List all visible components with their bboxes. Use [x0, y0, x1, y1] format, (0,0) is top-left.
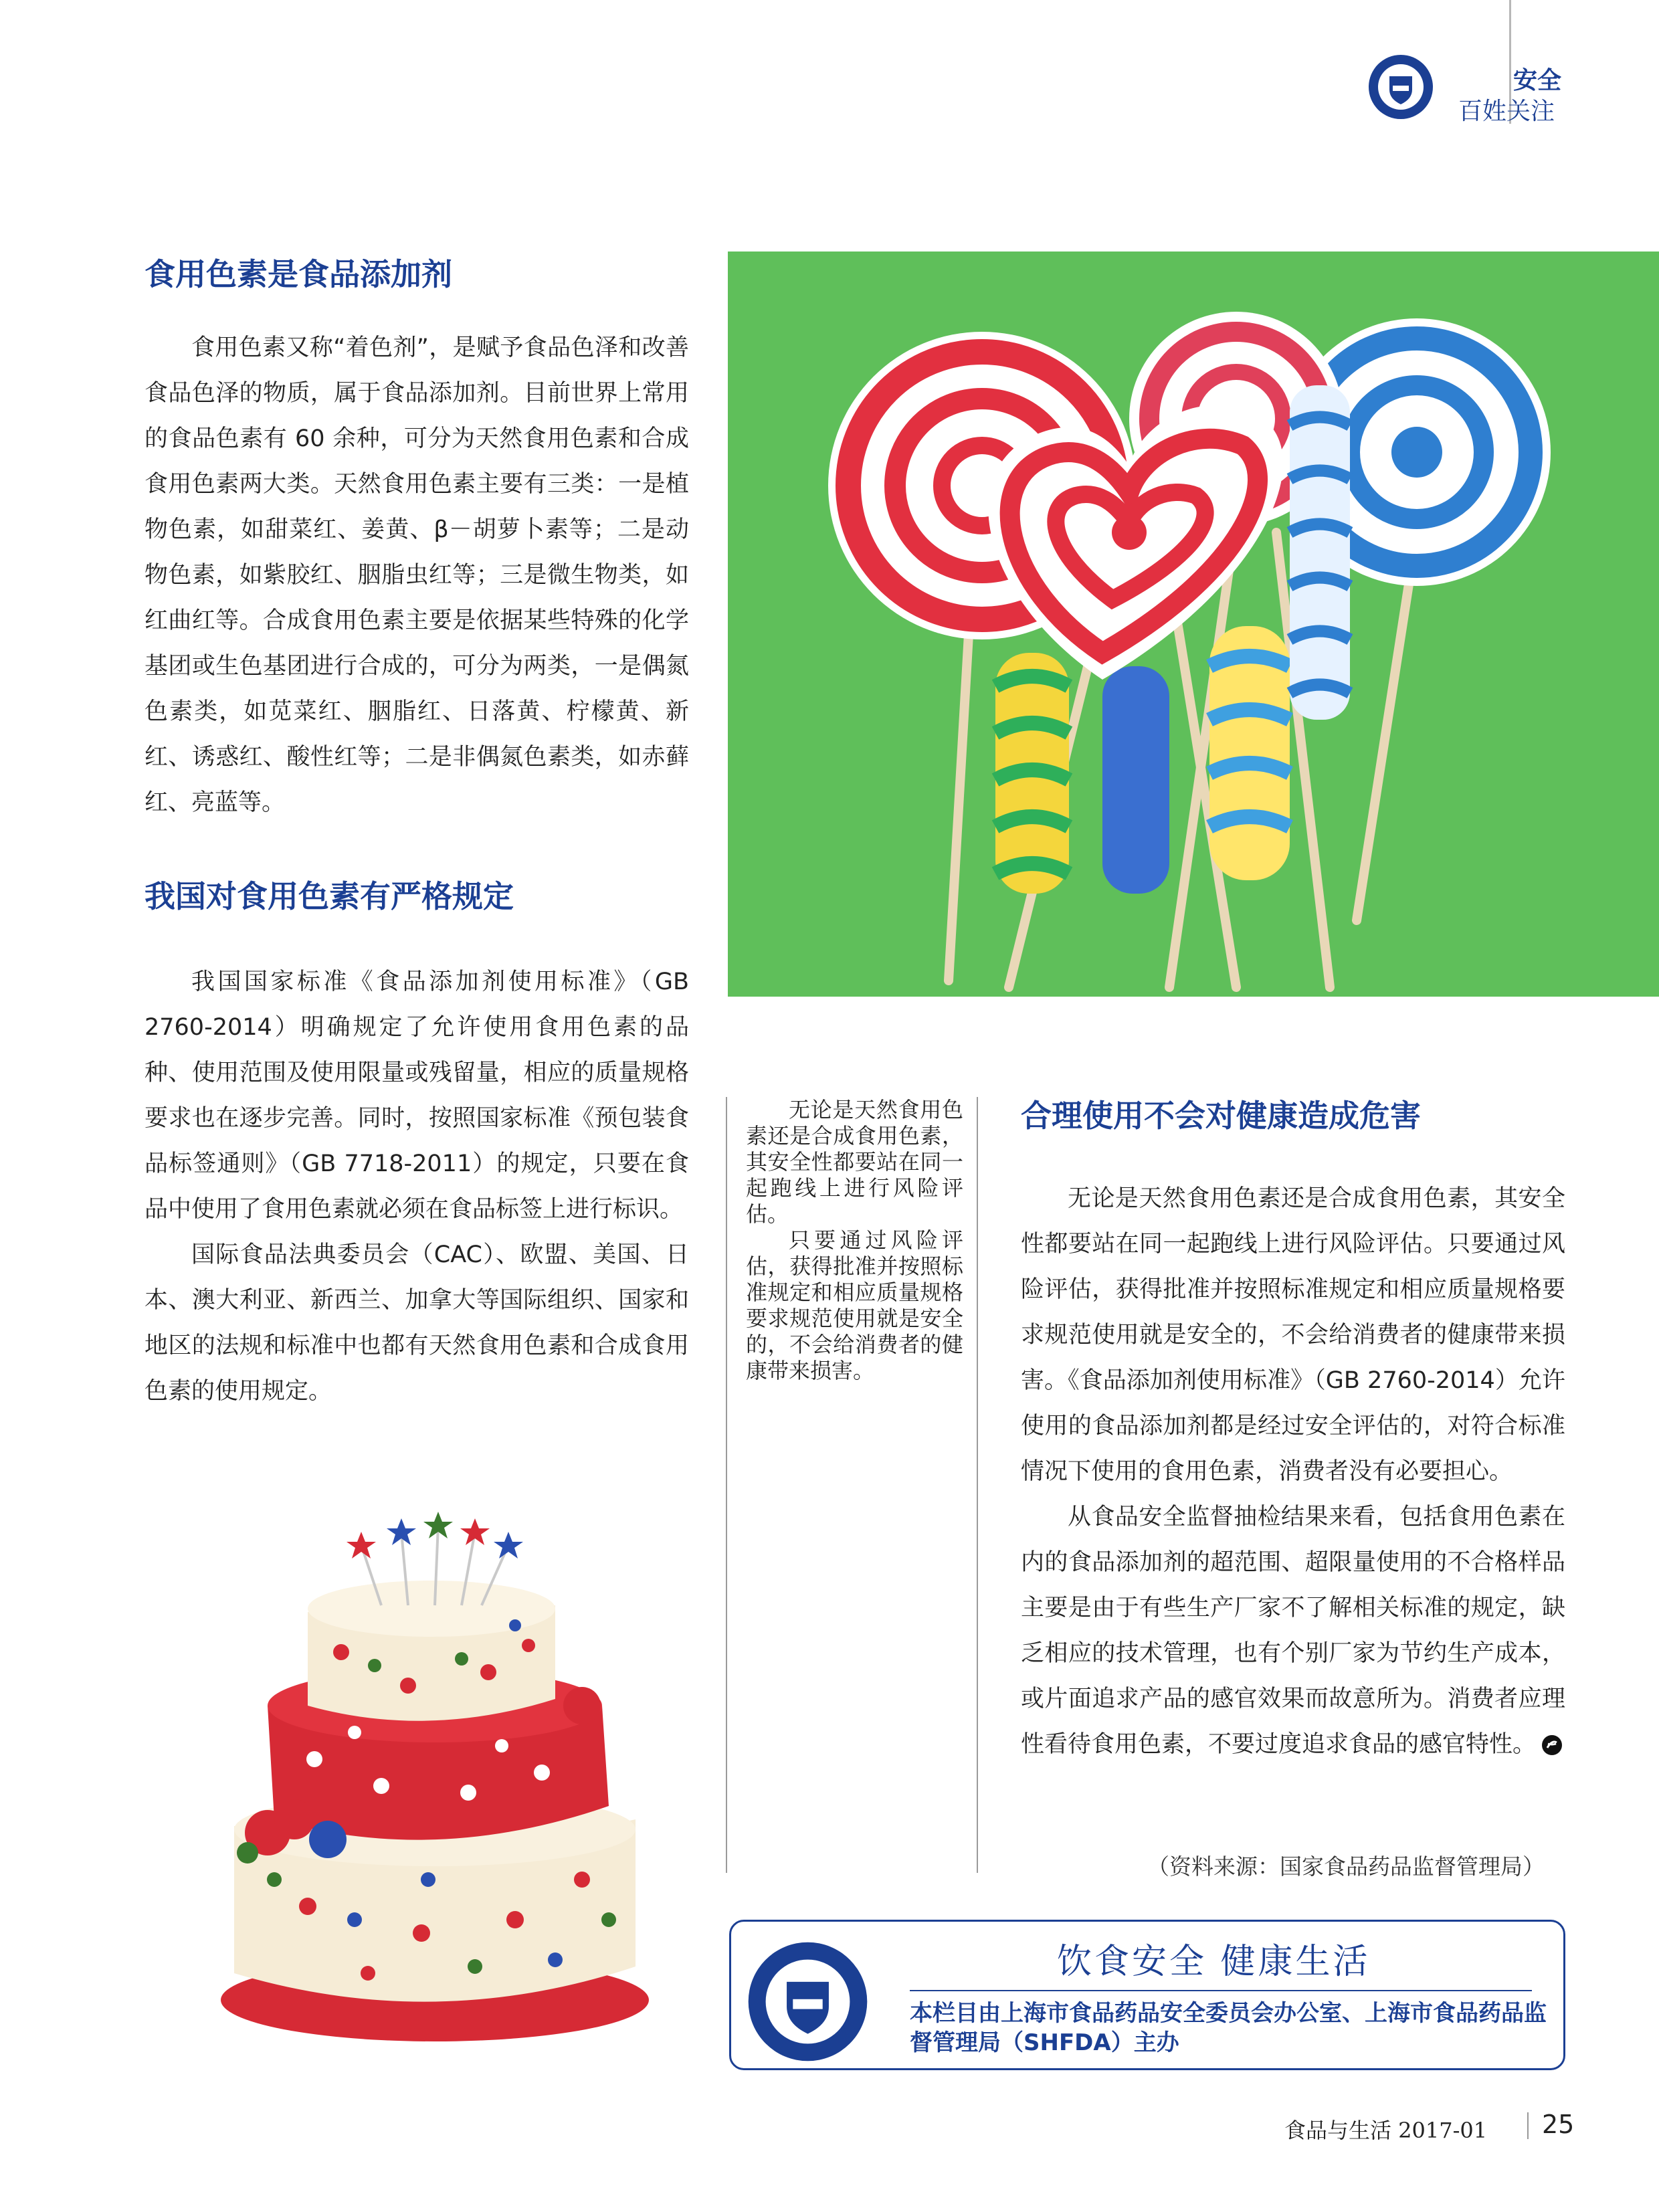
sidebar-divider-left	[726, 1097, 727, 1873]
header-section: 安全	[1513, 67, 1562, 94]
pull-quote-paragraph: 只要通过风险评估，获得批准并按照标准规定和相应质量规格要求规范使用就是安全的，不会给消费者的健康带来损害。	[746, 1227, 963, 1383]
pull-quote	[746, 1097, 963, 1384]
footer-divider	[1527, 2112, 1529, 2139]
paragraph-text: 从食品安全监督抽检结果来看，包括食用色素在内的食品添加剂的超范围、超限量使用的不合格样品主要是由于有些生产厂家不了解相关标准的规定，缺乏相应的技术管理，也有个别厂家为节约生产成本，或片面追求产品的感官效果而故意所为。消费者应理性看待食用色素，不要过度追求食品的感官特性。	[1021, 1504, 1565, 1758]
paragraph: 食用色素又称“着色剂”，是赋予食品色泽和改善食品色泽的物质，属于食品添加剂。目前世界上常用的食品色素有 60 余种，可分为天然食用色素和合成食用色素两大类。天然食用色素主要有三类：一是植物色素，如甜菜红、姜黄、β－胡萝卜素等；二是动物色素，如紫胶红、胭脂虫红等；三是微生物类，如红曲红等。合成食用色素主要是依据某些特殊的化学基团或生色基团进行合成的，可分为两类，一是偶氮色素类，如苋菜红、胭脂红、日落黄、柠檬黄、新红、诱惑红、酸性红等；二是非偶氮色素类，如赤藓红、亮蓝等。	[144, 334, 689, 816]
section-body-regulations	[144, 959, 689, 1414]
page-number: 25	[1542, 2110, 1575, 2139]
section-heading-safe-use: 合理使用不会对健康造成危害	[1021, 1098, 1421, 1134]
source-note: （资料来源：国家食品药品监督管理局）	[1147, 1853, 1545, 1880]
paragraph	[1021, 1494, 1565, 1767]
lollipop-photo	[728, 252, 1659, 997]
header-column: 百姓关注	[1458, 98, 1555, 125]
paragraph: 我国国家标准《食品添加剂使用标准》（GB 2760-2014）明确规定了允许使用食用色素的品种、使用范围及使用限量或残留量，相应的质量规格要求也在逐步完善。同时，按照国家标准《预包装食品标签通则》（GB 7718-2011）的规定，只要在食品中使用了食用色素就必须在食品标签上进行标识。	[144, 969, 689, 1223]
fda-shanghai-seal-icon	[1367, 54, 1434, 120]
paragraph: 国际食品法典委员会（CAC）、欧盟、美国、日本、澳大利亚、新西兰、加拿大等国际组织、国家和地区的法规和标准中也都有天然食用色素和合成食用色素的使用规定。	[144, 1241, 689, 1405]
sidebar-divider-right	[977, 1097, 978, 1873]
section-body-colorant-additive	[144, 325, 689, 825]
section-heading-regulations: 我国对食用色素有严格规定	[144, 878, 514, 914]
footer-magazine-issue: 食品与生活 2017-01	[1284, 2118, 1488, 2143]
cake-photo	[207, 1505, 662, 2053]
pull-quote-paragraph: 无论是天然食用色素还是合成食用色素，其安全性都要站在同一起跑线上进行风险评估。	[746, 1097, 963, 1227]
banner-divider	[910, 1990, 1532, 1991]
article-end-icon	[1541, 1734, 1563, 1756]
paragraph: 无论是天然食用色素还是合成食用色素，其安全性都要站在同一起跑线上进行风险评估。只要通过风险评估，获得批准并按照标准规定和相应质量规格要求规范使用就是安全的，不会给消费者的健康带来损害。《食品添加剂使用标准》（GB 2760-2014）允许使用的食品添加剂都是经过安全评估的，对符合标准情况下使用的食用色素，消费者没有必要担心。	[1021, 1185, 1565, 1485]
section-heading-colorant-additive: 食用色素是食品添加剂	[144, 256, 452, 292]
banner-sponsor-text: 本栏目由上海市食品药品安全委员会办公室、上海市食品药品监督管理局（SHFDA）主办	[910, 2000, 1547, 2056]
fda-shanghai-seal-icon	[746, 1940, 870, 2064]
banner-title: 饮食安全 健康生活	[1057, 1942, 1371, 1982]
section-body-safe-use	[1021, 1176, 1565, 1767]
